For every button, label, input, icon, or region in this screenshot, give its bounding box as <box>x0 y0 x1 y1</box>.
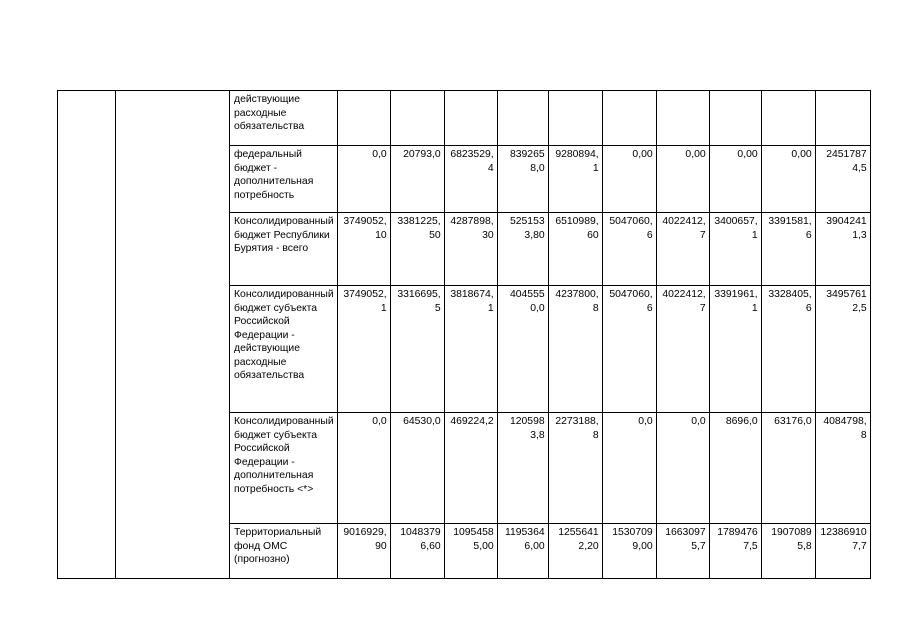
value-cell: 3316695,5 <box>390 286 444 413</box>
value-cell: 9280894,1 <box>548 146 602 213</box>
row-label: Территориальный фонд ОМС (прогнозно) <box>230 524 338 579</box>
value-cell: 6823529,4 <box>444 146 497 213</box>
row-label: федеральный бюджет - дополнительная потребность <box>230 146 338 213</box>
value-cell: 0,00 <box>602 146 656 213</box>
value-cell <box>761 91 815 146</box>
value-cell: 4084798,8 <box>815 413 870 524</box>
value-cell: 64530,0 <box>390 413 444 524</box>
value-cell: 0,00 <box>656 146 709 213</box>
value-cell <box>390 91 444 146</box>
value-cell: 3391581,6 <box>761 213 815 286</box>
value-cell: 10954585,00 <box>444 524 497 579</box>
value-cell: 34957612,5 <box>815 286 870 413</box>
value-cell: 0,0 <box>656 413 709 524</box>
budget-table <box>57 90 871 579</box>
value-cell: 63176,0 <box>761 413 815 524</box>
value-cell: 39042411,3 <box>815 213 870 286</box>
value-cell <box>497 91 548 146</box>
value-cell: 9016929,90 <box>337 524 390 579</box>
value-cell: 17894767,5 <box>709 524 761 579</box>
value-cell: 4237800,8 <box>548 286 602 413</box>
value-cell: 123869107,7 <box>815 524 870 579</box>
value-cell: 8392658,0 <box>497 146 548 213</box>
value-cell: 0,00 <box>709 146 761 213</box>
value-cell <box>656 91 709 146</box>
value-cell: 0,00 <box>761 146 815 213</box>
value-cell: 3400657,1 <box>709 213 761 286</box>
value-cell: 4022412,7 <box>656 286 709 413</box>
value-cell: 3381225,50 <box>390 213 444 286</box>
table-body <box>58 91 871 579</box>
value-cell: 4287898,30 <box>444 213 497 286</box>
value-cell: 5047060,6 <box>602 213 656 286</box>
row-label: Консолидированный бюджет Республики Бурятия - всего <box>230 213 338 286</box>
value-cell: 10483796,60 <box>390 524 444 579</box>
value-cell: 3818674,1 <box>444 286 497 413</box>
value-cell <box>815 91 870 146</box>
value-cell: 1205983,8 <box>497 413 548 524</box>
value-cell: 24517874,5 <box>815 146 870 213</box>
value-cell: 469224,2 <box>444 413 497 524</box>
value-cell: 20793,0 <box>390 146 444 213</box>
value-cell: 5251533,80 <box>497 213 548 286</box>
merged-blank-cell <box>116 91 230 579</box>
value-cell <box>337 91 390 146</box>
value-cell: 16630975,7 <box>656 524 709 579</box>
value-cell: 19070895,8 <box>761 524 815 579</box>
value-cell <box>444 91 497 146</box>
table-row <box>58 91 871 146</box>
value-cell: 6510989,60 <box>548 213 602 286</box>
value-cell: 4045550,0 <box>497 286 548 413</box>
value-cell: 5047060,6 <box>602 286 656 413</box>
row-label: Консолидированный бюджет субъекта Российской Федерации - дополнительная потребность <*> <box>230 413 338 524</box>
value-cell: 12556412,20 <box>548 524 602 579</box>
value-cell: 3391961,1 <box>709 286 761 413</box>
value-cell: 8696,0 <box>709 413 761 524</box>
value-cell: 0,0 <box>602 413 656 524</box>
value-cell: 3749052,10 <box>337 213 390 286</box>
value-cell <box>602 91 656 146</box>
value-cell <box>709 91 761 146</box>
value-cell: 11953646,00 <box>497 524 548 579</box>
value-cell: 3749052,1 <box>337 286 390 413</box>
row-label: Консолидированный бюджет субъекта Российской Федерации - действующие расходные обязательства <box>230 286 338 413</box>
value-cell: 0,0 <box>337 413 390 524</box>
row-label: действующие расходные обязательства <box>230 91 338 146</box>
value-cell: 2273188,8 <box>548 413 602 524</box>
merged-blank-cell <box>58 91 116 579</box>
value-cell <box>548 91 602 146</box>
value-cell: 15307099,00 <box>602 524 656 579</box>
value-cell: 0,0 <box>337 146 390 213</box>
value-cell: 4022412,7 <box>656 213 709 286</box>
value-cell: 3328405,6 <box>761 286 815 413</box>
